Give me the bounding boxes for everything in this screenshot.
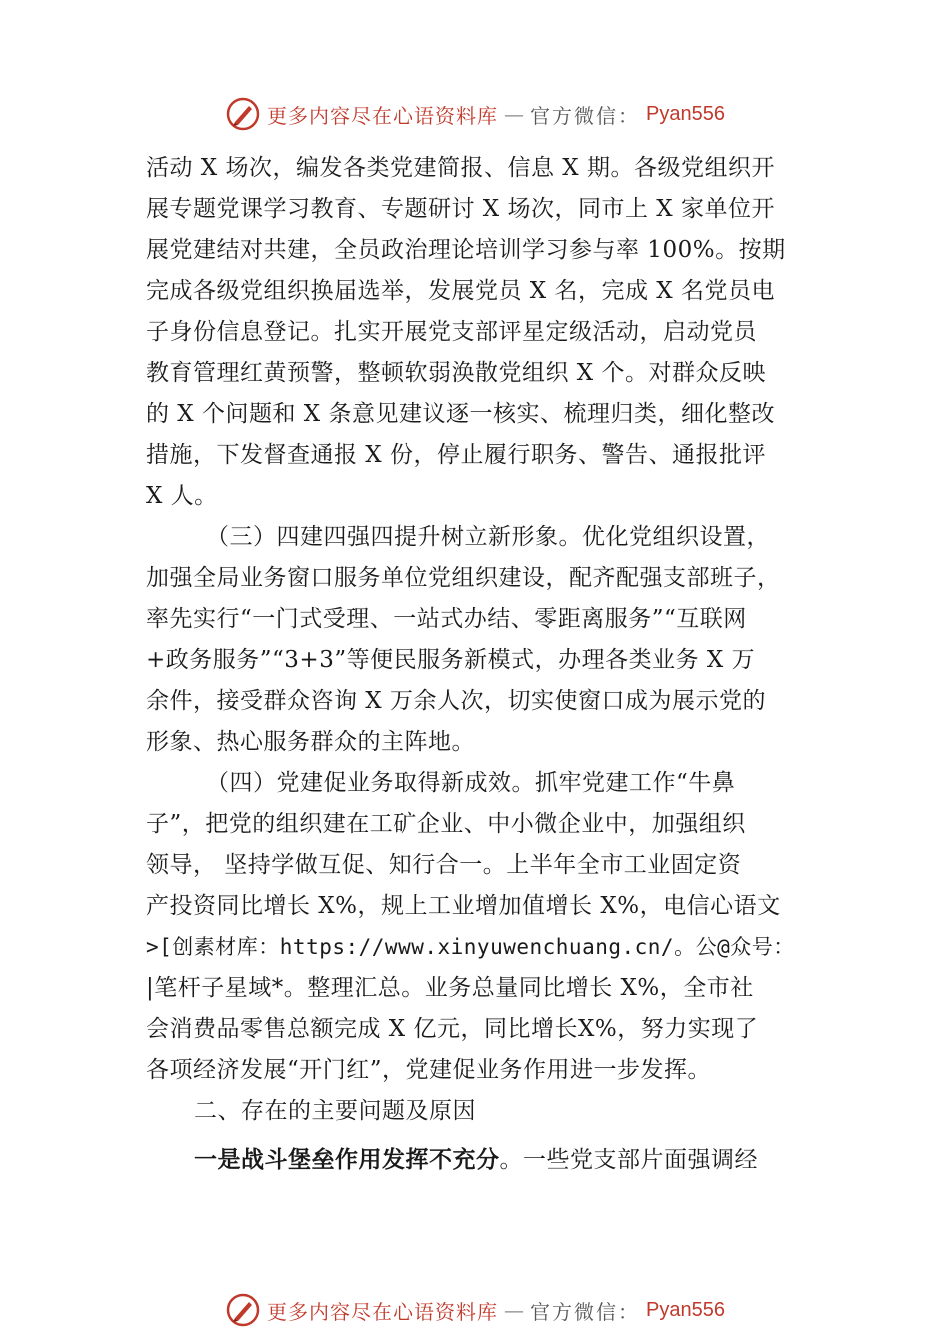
document-body [146, 148, 816, 1181]
banner-site-name: 更多内容尽在心语资料库 [267, 1299, 499, 1324]
pen-nib-logo-icon [225, 1292, 261, 1328]
text-line: 会消费品零售总额完成 X 亿元，同比增长X%，努力实现了 [146, 1016, 759, 1042]
text-line: 完成各级党组织换届选举，发展党员 X 名，完成 X 名党员电 [146, 278, 775, 304]
text-line: 展专题党课学习教育、专题研讨 X 场次，同市上 X 家单位开 [146, 196, 775, 222]
text-line: 形象、热心服务群众的主阵地。 [146, 729, 475, 755]
bold-lead-text: 一是战斗堡垒作用发挥不充分 [194, 1147, 500, 1173]
paragraph-2 [146, 517, 816, 763]
text-line: 率先实行“一门式受理、一站式办结、零距离服务”“互联网 [146, 606, 747, 632]
text-line: 的 X 个问题和 X 条意见建议逐一核实、梳理归类，细化整改 [146, 401, 775, 427]
text-line: 措施，下发督查通报 X 份，停止履行职务、警告、通报批评 [146, 442, 766, 468]
banner-dash: — [504, 1298, 525, 1322]
banner-wechat-label: 官方微信： [530, 1299, 641, 1324]
text-line: 活动 X 场次，编发各类党建简报、信息 X 期。各级党组织开 [146, 155, 775, 181]
banner-wechat-id: Pyan556 [646, 1298, 725, 1321]
header-banner [0, 92, 950, 136]
text-line: 加强全局业务窗口服务单位党组织建设，配齐配强支部班子， [146, 565, 781, 591]
text-line: 子身份信息登记。扎实开展党支部评星定级活动，启动党员 [146, 319, 757, 345]
banner-wechat-id: Pyan556 [646, 102, 725, 125]
text-line: 产投资同比增长 X%，规上工业增加值增长 X%，电信心语文 [146, 893, 781, 919]
text-line: +政务服务”“3+3”等便民服务新模式，办理各类业务 X 万 [146, 647, 756, 673]
paragraph-3 [146, 763, 816, 1091]
text-line: 教育管理红黄预警，整顿软弱涣散党组织 X 个。对群众反映 [146, 360, 766, 386]
text-line: 领导， 坚持学做互促、知行合一。上半年全市工业固定资 [146, 852, 742, 878]
footer-banner [0, 1288, 950, 1332]
text-line: 余件，接受群众咨询 X 万余人次，切实使窗口成为展示党的 [146, 688, 766, 714]
section-heading: 二、存在的主要问题及原因 [194, 1098, 476, 1124]
text-line: 展党建结对共建，全员政治理论培训学习参与率 100%。按期 [146, 237, 786, 263]
paragraph-4 [146, 1140, 816, 1181]
pen-nib-logo-icon [225, 96, 261, 132]
text-line: >[创素材库：https://www.xinyuwenchuang.cn/。公@众号： [146, 935, 795, 959]
banner-site-name: 更多内容尽在心语资料库 [267, 103, 499, 128]
text-line: 子”，把党的组织建在工矿企业、中小微企业中，加强组织 [146, 811, 746, 837]
text-line: 各项经济发展“开门红”，党建促业务作用进一步发挥。 [146, 1057, 712, 1083]
text-line: |笔杆子星域*。整理汇总。业务总量同比增长 X%，全市社 [146, 975, 754, 1001]
banner-wechat-label: 官方微信： [530, 103, 641, 128]
text-line: （四）党建促业务取得新成效。抓牢党建工作“牛鼻 [206, 770, 736, 796]
text-line: （三）四建四强四提升树立新形象。优化党组织设置， [206, 524, 770, 550]
text-line: X 人。 [146, 483, 218, 509]
paragraph-1 [146, 148, 816, 517]
paragraph-4-rest: 。一些党支部片面强调经 [499, 1147, 758, 1173]
banner-dash: — [504, 102, 525, 126]
